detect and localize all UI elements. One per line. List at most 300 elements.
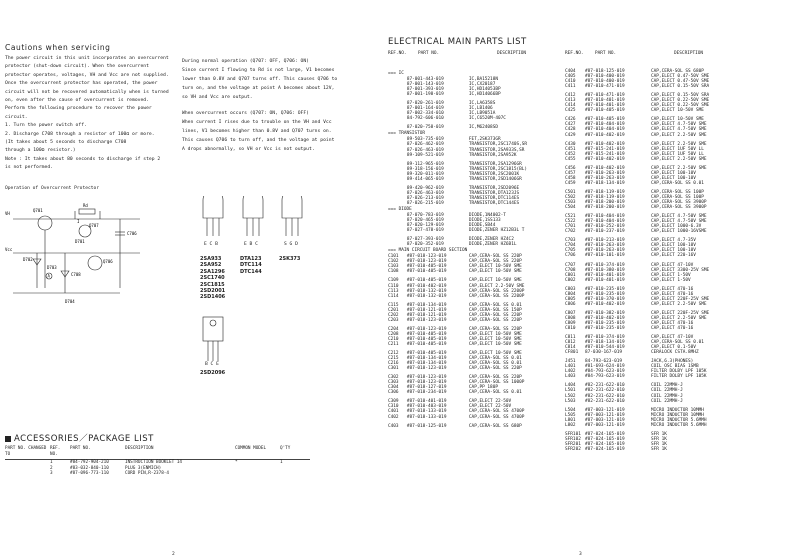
parts-cell-p: #87-010-370-019	[585, 296, 625, 302]
parts-cell-d: CAP,ELECT 2.2-50V SME	[651, 301, 707, 307]
parts-cell-d: COIL 22MMH-J	[651, 398, 683, 404]
parts-cell-r: CF801	[565, 350, 579, 356]
parts-cell-r: C814	[565, 345, 576, 351]
parts-cell-d: CAP,CERA-SOL SS 3900P	[651, 200, 707, 206]
parts-cell-p: #87-010-404-019	[585, 214, 625, 220]
parts-cell-r: SFR201	[565, 441, 581, 447]
parts-cell-r: C216	[388, 361, 399, 367]
parts-cell-d: CAP,ELECT 10-50V SME	[651, 117, 704, 123]
parts-row	[565, 399, 765, 404]
parts-cell-r: C504	[565, 205, 576, 211]
section-marker-icon: ===	[388, 248, 399, 254]
parts-cell-d: CAP,ELECT 0.15-50V SRA	[651, 84, 710, 90]
parts-cell-d: CAP,ELECT 470-16	[651, 320, 694, 326]
parts-cell-r: L503	[565, 398, 576, 404]
accessories-cell: CORD PIN,R-2378-4	[125, 471, 169, 477]
hdr-ref: REF.NO.	[565, 51, 584, 56]
parts-cell-p: #87-010-405-019	[406, 331, 447, 337]
parts-cell-p: #87-018-133-019	[406, 409, 447, 415]
parts-row	[388, 228, 563, 233]
parts-cell-d: CAP,CERA-SOL SS 220P	[468, 317, 522, 323]
pin-ecb: E C B	[204, 242, 218, 247]
parts-cell-r: C108	[388, 269, 399, 275]
text-line: 2. Discharge C708 through a resistor of 100Ω or more.	[5, 131, 155, 137]
parts-cell-r: C210	[388, 336, 399, 342]
parts-cell-p: #87-003-121-019	[585, 412, 625, 418]
accessories-header-cell: REF. NO.	[50, 446, 61, 457]
text-line: protector (shut-down circuit). When the overcurrent	[5, 64, 149, 70]
parts-cell-r: C404	[565, 69, 576, 74]
parts-cell-d: CAP,ELECT 0.22-50V SME	[651, 98, 710, 104]
parts-cell-p: #87-010-471-019	[585, 84, 625, 90]
parts-cell-p: #87-010-263-019	[585, 175, 625, 181]
schem-i: I	[77, 219, 80, 224]
parts-cell-d: DIODE,ZENER HZ12B3L T	[468, 228, 525, 234]
schem-q701: Q701	[33, 208, 43, 213]
parts-cell-d: CAP,ELECT 470-16	[651, 291, 694, 297]
parts-cell-p: #87-018-123-019	[406, 259, 447, 265]
parts-cell-p: #87-010-405-019	[406, 336, 447, 342]
parts-cell-d: CAP,ELECT 2.2-50V SME	[651, 141, 707, 147]
text-line: turn on, and the voltage at point A becomes about 12V,	[182, 86, 335, 91]
parts-cell-r: C707	[565, 262, 576, 268]
parts-cell-d: CAP,ELECT 10-50V SME	[651, 108, 704, 114]
parts-cell-r: C115	[388, 302, 399, 308]
accessories-cell: 3	[50, 471, 53, 477]
parts-cell-p: 87-030-167-019	[585, 350, 623, 356]
parts-cell-p: 87-020-465-019	[406, 218, 444, 224]
parts-cell-p: #87-010-401-019	[585, 103, 625, 109]
parts-cell-r: C425	[565, 108, 576, 114]
parts-cell-r: C304	[388, 385, 399, 391]
accessories-cell: 1	[280, 460, 283, 466]
parts-cell-r: C306	[388, 390, 399, 396]
parts-cell-d: MICRO INDUCTOR 10MMH	[651, 407, 704, 413]
parts-row	[388, 177, 563, 182]
parts-cell-d: CAP,CERA-SOL SS 0.01	[468, 390, 522, 396]
parts-cell-d: FET,2SK373GR	[468, 137, 501, 143]
parts-cell-p: #87-018-119-019	[585, 194, 625, 200]
hdr-ref: REF.NO.	[388, 51, 407, 56]
parts-cell-p: #87-010-235-019	[585, 320, 625, 326]
parts-cell-p: #87-018-121-019	[406, 307, 447, 313]
parts-cell-r: C805	[565, 296, 576, 302]
parts-cell-p: #87-010-401-019	[585, 272, 625, 278]
parts-cell-d: TRANSISTOR,2SA952K	[468, 152, 517, 158]
parts-cell-p: 87-001-164-019	[406, 106, 444, 112]
parts-row	[388, 366, 563, 371]
parts-row	[388, 92, 563, 97]
parts-cell-r: C101	[388, 254, 399, 260]
parts-cell-r: L501	[565, 388, 576, 394]
parts-cell-d: CAP,ELECT 10-50V SME	[468, 336, 522, 342]
parts-cell-r: C102	[388, 259, 399, 265]
parts-cell-p: 89-503-735-019	[406, 137, 444, 143]
parts-cell-d: CAP,ELECT 4.7-50V SME	[651, 127, 707, 133]
parts-cell-p: #87-010-544-019	[585, 345, 625, 351]
parts-cell-p: 87-026-462-019	[406, 142, 444, 148]
parts-cell-r: C522	[565, 219, 576, 225]
parts-cell-d: TRANSISTOR,2SC2001K	[468, 171, 520, 177]
transistor-type: 2SK373	[279, 256, 301, 262]
parts-cell-r: SFR102	[565, 436, 581, 442]
parts-cell-r: C303	[388, 380, 399, 386]
parts-row	[565, 302, 765, 307]
parts-cell-p: #87-010-235-019	[585, 286, 625, 292]
parts-cell-r: C204	[388, 326, 399, 332]
parts-cell-d: CAP,CERA-SOL SS 220P	[468, 312, 522, 318]
to92-package-icon	[198, 196, 228, 241]
parts-cell-r	[388, 228, 407, 233]
parts-cell-p: #87-010-404-019	[585, 127, 625, 133]
parts-cell-r: C701	[565, 224, 576, 230]
schem-c706: C706	[127, 231, 137, 236]
accessories-header-cell: COMMON MODEL	[235, 446, 267, 451]
parts-cell-r: C803	[565, 286, 576, 292]
parts-cell-r: C801	[565, 272, 576, 278]
parts-cell-p: #87-010-402-019	[585, 165, 625, 171]
parts-cell-r: C103	[388, 264, 399, 270]
parts-cell-p: #87-018-200-019	[585, 205, 625, 211]
parts-cell-d: CAP,ELECT 0.15-50V SRA	[651, 93, 710, 99]
transistor-type: 2SA1296	[200, 268, 225, 275]
parts-cell-p: 87-027-393-019	[406, 237, 444, 243]
parts-cell-d: CAP,PP 180P	[468, 385, 498, 391]
parts-cell-r: C413	[565, 98, 576, 104]
parts-cell-d: CAP,CERA-SOL SS 2200P	[468, 288, 525, 294]
section-marker-icon: ===	[388, 131, 399, 137]
text-line: The power circuit in this unit incorporates an overcurrent	[5, 56, 169, 61]
accessories-title-text: ACCESSORIES／PACKAGE LIST	[14, 434, 154, 444]
parts-cell-p: #87-003-121-019	[585, 422, 625, 428]
parts-cell-r: C201	[388, 307, 399, 313]
parts-cell-d: JACK,6.3(PHONES)	[651, 359, 694, 365]
parts-cell-d: CAP,CERA-SOL SS 0.01	[651, 180, 704, 186]
square-bullet-icon	[5, 436, 11, 442]
parts-cell-r: L505	[565, 412, 576, 418]
parts-cell-d: CAP,ELECT 1000-6.3V	[651, 224, 702, 230]
parts-cell-r: C211	[388, 341, 399, 347]
parts-cell-r: L404	[565, 383, 576, 389]
transistor-type: 2SA952	[200, 262, 222, 269]
parts-cell-d: SFR 1K	[651, 441, 667, 447]
parts-cell-p: #87-018-134-019	[406, 302, 447, 308]
transistor-type: DTC114	[240, 262, 262, 269]
parts-cell-d: SFR 1K	[651, 436, 667, 442]
hdr-part: PART NO.	[595, 51, 617, 56]
accessories-cell: #87-096-773-110	[70, 471, 109, 477]
parts-cell-p: 87-020-261-019	[406, 101, 444, 107]
schem-q707: Q707	[89, 223, 99, 228]
parts-cell-d: TRANSISTOR,2SA933S,SR	[468, 147, 525, 153]
parts-row	[565, 326, 765, 331]
text-line: lines, V1 becomes higher than 0.8V and Q707 turns on.	[182, 129, 332, 134]
parts-cell-p: #87-010-403-019	[406, 404, 447, 410]
parts-row	[565, 350, 765, 355]
parts-cell-p: #87-010-405-019	[406, 264, 447, 270]
parts-cell-d: CAP,ELECT 0.22-50V SME	[651, 103, 710, 109]
parts-cell-d: IC,M62408SD	[468, 125, 498, 131]
accessories-title	[5, 432, 154, 444]
accessories-cell: #84-792-904-210	[70, 460, 109, 466]
parts-cell-r: C402	[388, 414, 399, 420]
parts-cell-p: #87-010-402-019	[585, 156, 625, 162]
parts-list-title: ELECTRICAL MAIN PARTS LIST	[388, 37, 527, 47]
parts-cell-p: 87-026-213-019	[406, 195, 444, 201]
parts-row	[388, 201, 563, 206]
parts-row	[565, 133, 765, 138]
parts-cell-p: #87-024-165-019	[585, 446, 625, 452]
parts-row	[388, 342, 563, 347]
to126-package-icon	[200, 315, 226, 365]
parts-cell-p: #87-018-132-019	[406, 293, 447, 299]
pin-bce: B C E	[205, 362, 219, 367]
parts-cell-d: TRANSISTOR,DTA123JS	[468, 190, 520, 196]
parts-cell-p: #87-010-374-019	[585, 262, 625, 268]
parts-cell-d: CAP,ELECT 47-10V	[651, 335, 694, 341]
parts-cell-p: #87-010-402-019	[406, 283, 447, 289]
parts-cell-r: C110	[388, 283, 399, 289]
transistor-type: 2SA933	[200, 256, 222, 262]
section-heading	[388, 206, 563, 213]
parts-cell-r: C812	[565, 340, 576, 346]
parts-cell-p: #87-010-374-019	[585, 335, 625, 341]
parts-cell-p: 87-002-334-010	[406, 111, 444, 117]
transistor-group-4	[200, 370, 225, 376]
parts-cell-d: CAP,ELECT 220F-25V SME	[651, 310, 710, 316]
parts-cell-d: CAP,ELECT 470-16	[651, 286, 694, 292]
parts-cell-d: CAP,ELECT 10-50V SME	[468, 341, 522, 347]
parts-cell-p: #87-010-400-019	[585, 79, 625, 85]
parts-cell-d: CAP,ELECT 0.47-50V SME	[651, 79, 710, 85]
text-line: so VH and Vcc are output.	[182, 95, 253, 100]
text-line: on, even after the cause of overcurrent is removed.	[5, 98, 149, 104]
parts-cell-p: #87-018-134-019	[406, 361, 447, 367]
parts-cell-p: #87-010-405-019	[406, 341, 447, 347]
parts-cell-r: L402	[565, 369, 576, 375]
parts-cell-d: CAP,CERA-SOL SS 220P	[468, 375, 522, 381]
parts-cell-d: CAP,ELECT 100-10V	[651, 175, 696, 181]
parts-cell-r: C451	[565, 146, 576, 152]
parts-cell-d: COIL OSC BIAS 1SMB	[651, 364, 699, 370]
parts-cell-d: CAP,ELECT 0.1-50V	[651, 345, 696, 351]
parts-cell-p: #87-015-241-019	[585, 146, 625, 152]
parts-cell-p: #87-010-405-019	[406, 278, 447, 284]
parts-cell-r: C426	[565, 117, 576, 123]
section-heading-text: IC	[398, 71, 404, 76]
parts-cell-r: C809	[565, 320, 576, 326]
parts-cell-d: CAP,ELECT 220-16V	[651, 253, 696, 259]
parts-cell-p: #87-018-133-019	[406, 414, 447, 420]
parts-cell-p: #87-010-402-019	[585, 301, 625, 307]
parts-cell-r: J451	[565, 359, 576, 365]
parts-cell-p: 87-026-463-019	[406, 147, 444, 153]
parts-cell-d: CAP,ELECT 1UF 50V LL	[651, 151, 704, 157]
parts-cell-d: SFR 1K	[651, 431, 667, 437]
accessories-cell: 1	[50, 460, 53, 466]
parts-cell-p: #87-010-402-019	[585, 132, 625, 138]
text-line: This causes Q706 to turn off, and the voltage at point	[182, 138, 335, 143]
parts-cell-d: MICRO INDUCTOR 10MMH	[651, 412, 704, 418]
parts-cell-r: C455	[565, 156, 576, 162]
text-line: Since current I flowing to Rd is not large, V1 becomes	[182, 68, 335, 73]
parts-cell-r: C807	[565, 310, 576, 316]
parts-cell-p: #87-010-235-019	[585, 291, 625, 297]
to92-package-icon	[238, 196, 268, 241]
parts-cell-p: #87-015-241-019	[585, 151, 625, 157]
cautions-text	[5, 55, 169, 173]
parts-cell-r: C702	[565, 229, 576, 235]
text-line: Once the overcurrent protector has operated, the power	[5, 81, 158, 87]
parts-cell-d: IC,HD14053BP	[468, 87, 501, 93]
parts-cell-r: C113	[388, 288, 399, 294]
parts-cell-p: 87-026-215-019	[406, 200, 444, 206]
parts-cell-r: L504	[565, 407, 576, 413]
parts-row	[565, 253, 765, 258]
parts-cell-d: CAP,ELECT 1-50V	[651, 277, 691, 283]
parts-cell-p: #87-010-404-019	[585, 219, 625, 225]
transistor-type: 2SC1740	[200, 275, 225, 282]
parts-cell-d: CAP,ELECT 4.7-35V	[651, 238, 696, 244]
parts-cell-p: 87-026-463-019	[406, 190, 444, 196]
parts-cell-p: #87-018-134-019	[585, 340, 625, 346]
parts-cell-d: CAP,ELECT 2.2-50V SME	[651, 132, 707, 138]
parts-cell-r: C427	[565, 122, 576, 128]
parts-cell-p: #87-018-123-019	[406, 254, 447, 260]
accessories-cell: 2	[50, 465, 53, 471]
parts-row	[565, 205, 765, 210]
parts-cell-d: COIL 22MMH-J	[651, 388, 683, 394]
parts-cell-r: C810	[565, 326, 576, 332]
text-line: When current I rises due to trouble on the VH and Vcc	[182, 120, 332, 125]
parts-cell-p: #87-010-405-019	[406, 269, 447, 275]
accessories-cell: PLUG 3(ENMICH)	[125, 465, 162, 471]
parts-cell-p: #87-018-127-019	[406, 385, 447, 391]
parts-cell-p: #87-018-134-019	[585, 180, 625, 186]
schem-a: A	[47, 273, 50, 279]
normal-operation-text	[182, 57, 337, 102]
parts-cell-p: #87-018-200-019	[585, 200, 625, 206]
schem-vh: VH	[5, 211, 10, 216]
parts-cell-d: CAP,CERA-SOL SS 680P	[468, 423, 522, 429]
transistor-group-2	[240, 256, 262, 275]
parts-cell-r: C459	[565, 180, 576, 186]
parts-cell-d: COIL 22MMH-J	[651, 393, 683, 399]
parts-row	[565, 423, 765, 428]
parts-cell-r	[388, 116, 407, 121]
schem-d703: D703	[47, 265, 57, 270]
parts-row	[388, 424, 563, 429]
parts-cell-r: C430	[565, 141, 576, 147]
parts-cell-p: #87-024-165-019	[585, 431, 625, 437]
parts-cell-p: #87-010-402-019	[585, 315, 625, 321]
parts-cell-d: CAP,CERA-SOL SS 100P	[651, 189, 704, 195]
text-line: circuit will not be recovered automatically when is turned	[5, 89, 169, 95]
parts-cell-d: DIODE,SB44	[468, 223, 496, 229]
parts-cell-p: #87-024-165-019	[585, 441, 625, 447]
parts-cell-p: #87-010-405-019	[585, 117, 625, 123]
parts-column-2	[565, 69, 765, 452]
parts-cell-d: DIODE,ZENER HZ6B1L	[468, 242, 517, 248]
parts-cell-p: #87-018-132-019	[406, 288, 447, 294]
section-marker-icon: ===	[388, 71, 399, 76]
parts-cell-p: #87-018-125-019	[406, 423, 447, 429]
schem-rd: Rd	[83, 203, 88, 208]
parts-cell-p: 87-001-443-019	[406, 77, 444, 82]
parts-cell-d: CAP,ELECT 0.47-50V SME	[651, 74, 710, 80]
parts-cell-p: #87-018-123-019	[406, 375, 447, 381]
parts-cell-r: C811	[565, 335, 576, 341]
parts-cell-p: #87-018-123-019	[406, 326, 447, 332]
section-marker-icon: ===	[388, 206, 399, 212]
text-line: lower than 0.8V and Q707 turns off. This causes Q706 to	[182, 77, 338, 82]
parts-cell-d: TRANSISTOR,2SD1406GR	[468, 176, 522, 182]
parts-cell-p: 89-414-065-019	[406, 176, 444, 182]
parts-cell-d: CAP,CERA-SOL SS 220P	[468, 254, 522, 260]
parts-cell-d: CAP,CERA-SOL SS 0.01	[468, 302, 522, 308]
parts-cell-p: 89-420-962-019	[406, 185, 444, 191]
accessories-header-cell: PART NO.	[70, 446, 91, 451]
parts-cell-r: C706	[565, 253, 576, 259]
parts-cell-r: C310	[388, 404, 399, 410]
parts-cell-p: #87-010-471-019	[585, 93, 625, 99]
parts-cell-d: IC,LB9051A	[468, 111, 496, 117]
parts-cell-d: TRANSISTOR,2SD2096E	[468, 185, 520, 191]
accessories-table	[5, 446, 310, 477]
parts-row	[388, 294, 563, 299]
parts-cell-p: #87-018-234-019	[406, 390, 447, 396]
parts-row	[565, 229, 765, 234]
parts-cell-r: C458	[565, 175, 576, 181]
parts-row	[565, 374, 765, 379]
parts-cell-d: CAP,ELECT 1UF 50V LL	[651, 146, 704, 152]
parts-row	[565, 157, 765, 162]
transistor-type: DTA123	[240, 256, 262, 262]
parts-cell-d: CAP,ELECT 220F-25V SME	[651, 296, 710, 302]
schem-vcc: Vcc	[5, 247, 13, 252]
parts-cell-d: CAP,ELECT 10-50V SME	[468, 278, 522, 284]
parts-cell-r: C704	[565, 243, 576, 249]
parts-cell-r: C401	[388, 409, 399, 415]
accessories-cell	[280, 471, 300, 477]
schem-c708: C708	[71, 272, 81, 277]
parts-cell-d: CAP,ELECT 1000-16VSME	[651, 229, 707, 235]
parts-cell-p: #87-003-121-019	[585, 417, 625, 423]
parts-cell-d: IC,C6520M-407C	[468, 116, 506, 122]
parts-cell-p: 84-792-606-010	[406, 116, 444, 122]
schem-q706: Q706	[103, 259, 113, 264]
parts-cell-r: C456	[565, 165, 576, 171]
parts-cell-p: #82-231-622-010	[585, 388, 625, 394]
parts-cell-p: #87-010-401-019	[585, 277, 625, 283]
parts-cell-r: C429	[565, 132, 576, 138]
parts-cell-r: C114	[388, 293, 399, 299]
parts-cell-p: #87-018-123-019	[406, 317, 447, 323]
parts-cell-p: 89-112-965-019	[406, 161, 444, 167]
parts-cell-r: C203	[388, 317, 399, 323]
parts-cell-d: CAP,CERA-SOL SS 150P	[468, 307, 522, 313]
parts-row	[565, 84, 765, 89]
parts-cell-r: C808	[565, 315, 576, 321]
text-line: When overcurrent occurs (Q707: ON, Q706: OFF)	[182, 111, 309, 116]
accessories-header-cell: Q'TY	[280, 446, 291, 451]
parts-row	[565, 447, 765, 452]
parts-cell-p: 84-793-623-019	[585, 359, 623, 365]
parts-cell-p: #87-010-400-019	[585, 74, 625, 80]
parts-cell-d: CAP,ELECT 2.2-50V SME	[651, 156, 707, 162]
parts-cell-p: #87-010-405-019	[585, 108, 625, 114]
cautions-title: Cautions when servicing	[5, 43, 111, 52]
